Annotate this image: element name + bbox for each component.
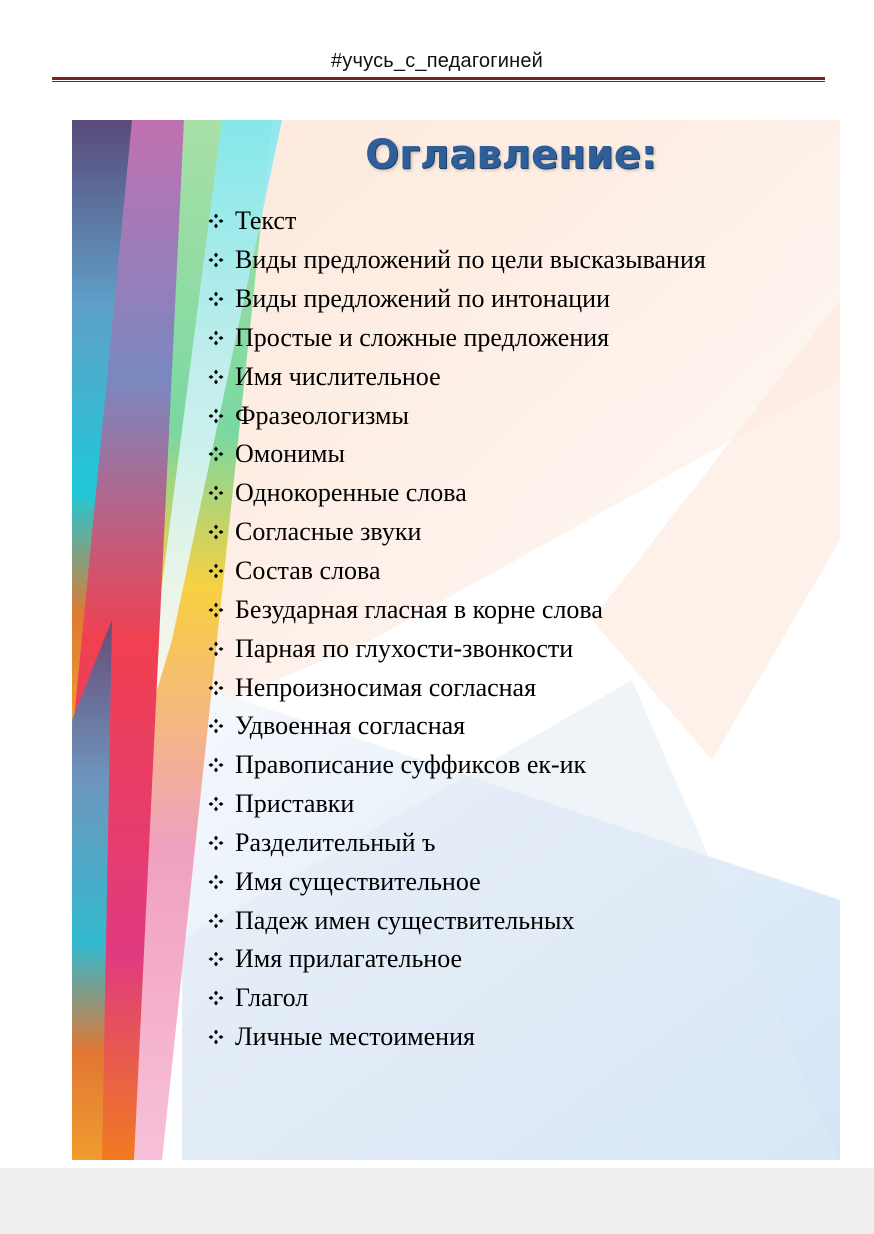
toc-item xyxy=(208,940,706,979)
four-diamond-bullet-icon xyxy=(208,563,224,579)
toc-item xyxy=(208,590,706,629)
four-diamond-bullet-icon xyxy=(208,330,224,346)
toc-item-label: Имя существительное xyxy=(235,866,481,896)
toc-item xyxy=(208,552,706,591)
four-diamond-bullet-icon xyxy=(208,680,224,696)
toc-item xyxy=(208,979,706,1018)
four-diamond-bullet-icon xyxy=(208,951,224,967)
four-diamond-bullet-icon xyxy=(208,641,224,657)
toc-item xyxy=(208,357,706,396)
toc-item xyxy=(208,435,706,474)
four-diamond-bullet-icon xyxy=(208,369,224,385)
toc-item-label: Виды предложений по интонации xyxy=(235,284,610,314)
four-diamond-bullet-icon xyxy=(208,408,224,424)
four-diamond-bullet-icon xyxy=(208,252,224,268)
header-rule-thin xyxy=(52,81,825,82)
toc-item-label: Падеж имен существительных xyxy=(235,905,575,935)
four-diamond-bullet-icon xyxy=(208,213,224,229)
table-of-contents xyxy=(208,202,706,1057)
toc-item xyxy=(208,707,706,746)
four-diamond-bullet-icon xyxy=(208,524,224,540)
four-diamond-bullet-icon xyxy=(208,913,224,929)
four-diamond-bullet-icon xyxy=(208,602,224,618)
toc-item-label: Фразеологизмы xyxy=(235,400,409,430)
toc-item xyxy=(208,901,706,940)
toc-item-label: Имя числительное xyxy=(235,361,441,391)
toc-item-label: Непроизносимая согласная xyxy=(235,672,537,702)
toc-item xyxy=(208,824,706,863)
page-title: Оглавление: xyxy=(365,132,657,178)
toc-item-label: Правописание суффиксов ек-ик xyxy=(235,750,587,780)
four-diamond-bullet-icon xyxy=(208,874,224,890)
toc-item xyxy=(208,474,706,513)
toc-item xyxy=(208,629,706,668)
toc-item xyxy=(208,280,706,319)
toc-item-label: Личные местоимения xyxy=(235,1022,475,1052)
toc-item xyxy=(208,319,706,358)
four-diamond-bullet-icon xyxy=(208,990,224,1006)
toc-item xyxy=(208,202,706,241)
toc-item xyxy=(208,396,706,435)
toc-item xyxy=(208,862,706,901)
toc-item-label: Имя прилагательное xyxy=(235,944,463,974)
four-diamond-bullet-icon xyxy=(208,446,224,462)
four-diamond-bullet-icon xyxy=(208,291,224,307)
toc-item xyxy=(208,241,706,280)
toc-item-label: Виды предложений по цели высказывания xyxy=(235,245,706,275)
page-gap xyxy=(0,1168,874,1234)
toc-item-label: Омонимы xyxy=(235,439,345,469)
four-diamond-bullet-icon xyxy=(208,1029,224,1045)
four-diamond-bullet-icon xyxy=(208,757,224,773)
toc-item-label: Глагол xyxy=(235,983,309,1013)
toc-item xyxy=(208,668,706,707)
toc-item-label: Состав слова xyxy=(235,556,381,586)
four-diamond-bullet-icon xyxy=(208,796,224,812)
toc-item-label: Безударная гласная в корне слова xyxy=(235,594,603,624)
toc-item xyxy=(208,785,706,824)
toc-item-label: Простые и сложные предложения xyxy=(235,322,610,352)
toc-item-label: Однокоренные слова xyxy=(235,478,467,508)
toc-item-label: Согласные звуки xyxy=(235,517,422,547)
four-diamond-bullet-icon xyxy=(208,835,224,851)
toc-item xyxy=(208,746,706,785)
toc-item-label: Удвоенная согласная xyxy=(235,711,466,741)
toc-item-label: Приставки xyxy=(235,789,355,819)
toc-item-label: Текст xyxy=(235,206,297,236)
header-rule xyxy=(52,77,825,80)
toc-item xyxy=(208,1018,706,1057)
toc-item-label: Парная по глухости-звонкости xyxy=(235,633,574,663)
toc-item xyxy=(208,513,706,552)
four-diamond-bullet-icon xyxy=(208,485,224,501)
header-hashtag: #учусь_с_педагогиней xyxy=(330,50,544,72)
four-diamond-bullet-icon xyxy=(208,718,224,734)
toc-item-label: Разделительный ъ xyxy=(235,827,436,857)
